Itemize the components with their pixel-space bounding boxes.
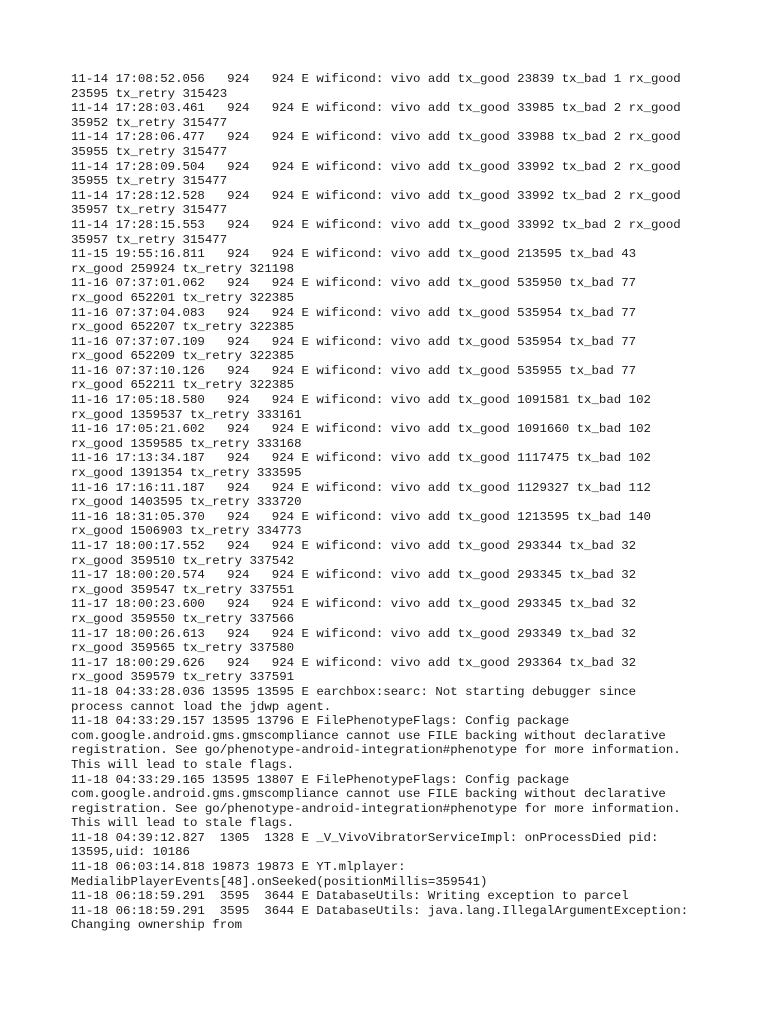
- log-line: rx_good 359565 tx_retry 337580: [71, 641, 295, 656]
- log-line: MedialibPlayerEvents[48].onSeeked(positionMillis=359541): [71, 874, 488, 889]
- log-line: Changing ownership from: [71, 918, 243, 933]
- log-line: rx_good 259924 tx_retry 321198: [71, 261, 295, 276]
- log-line: 11-18 04:33:29.157 13595 13796 E FilePhenotypeFlags: Config package: [71, 714, 570, 729]
- log-line: 11-14 17:28:06.477 924 924 E wificond: vivo add tx_good 33988 tx_bad 2 rx_good: [71, 130, 681, 145]
- log-line: 13595,uid: 10186: [71, 845, 190, 860]
- log-line: 11-16 07:37:07.109 924 924 E wificond: vivo add tx_good 535954 tx_bad 77: [71, 334, 637, 349]
- log-line: 11-16 07:37:04.083 924 924 E wificond: vivo add tx_good 535954 tx_bad 77: [71, 305, 637, 320]
- log-line: 11-18 04:33:28.036 13595 13595 E earchbox:searc: Not starting debugger since: [71, 684, 637, 699]
- log-line: registration. See go/phenotype-android-integration#phenotype for more information.: [71, 743, 681, 758]
- log-line: 11-17 18:00:20.574 924 924 E wificond: vivo add tx_good 293345 tx_bad 32: [71, 568, 637, 583]
- log-line: rx_good 652207 tx_retry 322385: [71, 320, 295, 335]
- log-line: 35957 tx_retry 315477: [71, 203, 228, 218]
- log-line: 11-18 06:18:59.291 3595 3644 E DatabaseUtils: Writing exception to parcel: [71, 889, 629, 904]
- log-line: 11-14 17:28:09.504 924 924 E wificond: vivo add tx_good 33992 tx_bad 2 rx_good: [71, 159, 681, 174]
- log-line: 11-16 17:16:11.187 924 924 E wificond: vivo add tx_good 1129327 tx_bad 112: [71, 480, 651, 495]
- log-line: rx_good 359579 tx_retry 337591: [71, 670, 295, 685]
- log-line: rx_good 1391354 tx_retry 333595: [71, 466, 302, 481]
- log-line: 11-17 18:00:17.552 924 924 E wificond: vivo add tx_good 293344 tx_bad 32: [71, 539, 637, 553]
- log-line: 11-14 17:08:52.056 924 924 E wificond: vivo add tx_good 23839 tx_bad 1 rx_good: [71, 72, 681, 86]
- log-line: rx_good 359547 tx_retry 337551: [71, 582, 295, 597]
- log-line: 11-14 17:28:15.553 924 924 E wificond: vivo add tx_good 33992 tx_bad 2 rx_good: [71, 217, 681, 232]
- log-line: 11-18 04:33:29.165 13595 13807 E FilePhenotypeFlags: Config package: [71, 772, 570, 787]
- log-line: registration. See go/phenotype-android-integration#phenotype for more information.: [71, 801, 681, 816]
- log-line: rx_good 359550 tx_retry 337566: [71, 611, 295, 626]
- log-line: 11-17 18:00:26.613 924 924 E wificond: vivo add tx_good 293349 tx_bad 32: [71, 626, 637, 641]
- log-line: 11-16 17:13:34.187 924 924 E wificond: vivo add tx_good 1117475 tx_bad 102: [71, 451, 651, 466]
- log-line: 11-16 07:37:10.126 924 924 E wificond: vivo add tx_good 535955 tx_bad 77: [71, 363, 637, 378]
- log-line: rx_good 1359585 tx_retry 333168: [71, 436, 302, 451]
- log-line: process cannot load the jdwp agent.: [71, 699, 332, 714]
- log-line: rx_good 652209 tx_retry 322385: [71, 349, 295, 364]
- log-line: 11-16 17:05:21.602 924 924 E wificond: vivo add tx_good 1091660 tx_bad 102: [71, 422, 651, 437]
- log-line: 11-18 04:39:12.827 1305 1328 E _V_VivoVibratorServiceImpl: onProcessDied pid:: [71, 830, 659, 845]
- log-line: 11-14 17:28:03.461 924 924 E wificond: vivo add tx_good 33985 tx_bad 2 rx_good: [71, 101, 681, 116]
- log-line: This will lead to stale flags.: [71, 757, 295, 772]
- log-line: 23595 tx_retry 315423: [71, 86, 228, 101]
- log-line: 35957 tx_retry 315477: [71, 232, 228, 247]
- log-line: 11-16 07:37:01.062 924 924 E wificond: vivo add tx_good 535950 tx_bad 77: [71, 276, 637, 291]
- log-line: rx_good 1506903 tx_retry 334773: [71, 524, 302, 539]
- log-line: rx_good 359510 tx_retry 337542: [71, 553, 295, 568]
- log-line: 11-15 19:55:16.811 924 924 E wificond: vivo add tx_good 213595 tx_bad 43: [71, 247, 637, 262]
- log-line: rx_good 652211 tx_retry 322385: [71, 378, 295, 393]
- log-line: rx_good 1403595 tx_retry 333720: [71, 495, 302, 510]
- log-line: com.google.android.gms.gmscompliance cannot use FILE backing without declarative: [71, 787, 666, 802]
- log-line: com.google.android.gms.gmscompliance cannot use FILE backing without declarative: [71, 728, 666, 743]
- log-line: 11-16 18:31:05.370 924 924 E wificond: vivo add tx_good 1213595 tx_bad 140: [71, 509, 651, 524]
- log-line: 11-17 18:00:29.626 924 924 E wificond: vivo add tx_good 293364 tx_bad 32: [71, 655, 637, 670]
- log-line: 11-16 17:05:18.580 924 924 E wificond: vivo add tx_good 1091581 tx_bad 102: [71, 393, 651, 408]
- log-line: rx_good 652201 tx_retry 322385: [71, 290, 295, 305]
- log-line: 35955 tx_retry 315477: [71, 144, 228, 159]
- log-line: rx_good 1359537 tx_retry 333161: [71, 407, 302, 422]
- log-line: 11-18 06:03:14.818 19873 19873 E YT.mlplayer:: [71, 860, 406, 875]
- log-line: 35955 tx_retry 315477: [71, 174, 228, 189]
- log-text-block: [71, 72, 751, 933]
- log-line: 11-14 17:28:12.528 924 924 E wificond: vivo add tx_good 33992 tx_bad 2 rx_good: [71, 188, 681, 203]
- log-line: 11-18 06:18:59.291 3595 3644 E DatabaseUtils: java.lang.IllegalArgumentException:: [71, 903, 689, 918]
- log-line: 35952 tx_retry 315477: [71, 115, 228, 130]
- log-line: This will lead to stale flags.: [71, 816, 295, 831]
- log-line: 11-17 18:00:23.600 924 924 E wificond: vivo add tx_good 293345 tx_bad 32: [71, 597, 637, 612]
